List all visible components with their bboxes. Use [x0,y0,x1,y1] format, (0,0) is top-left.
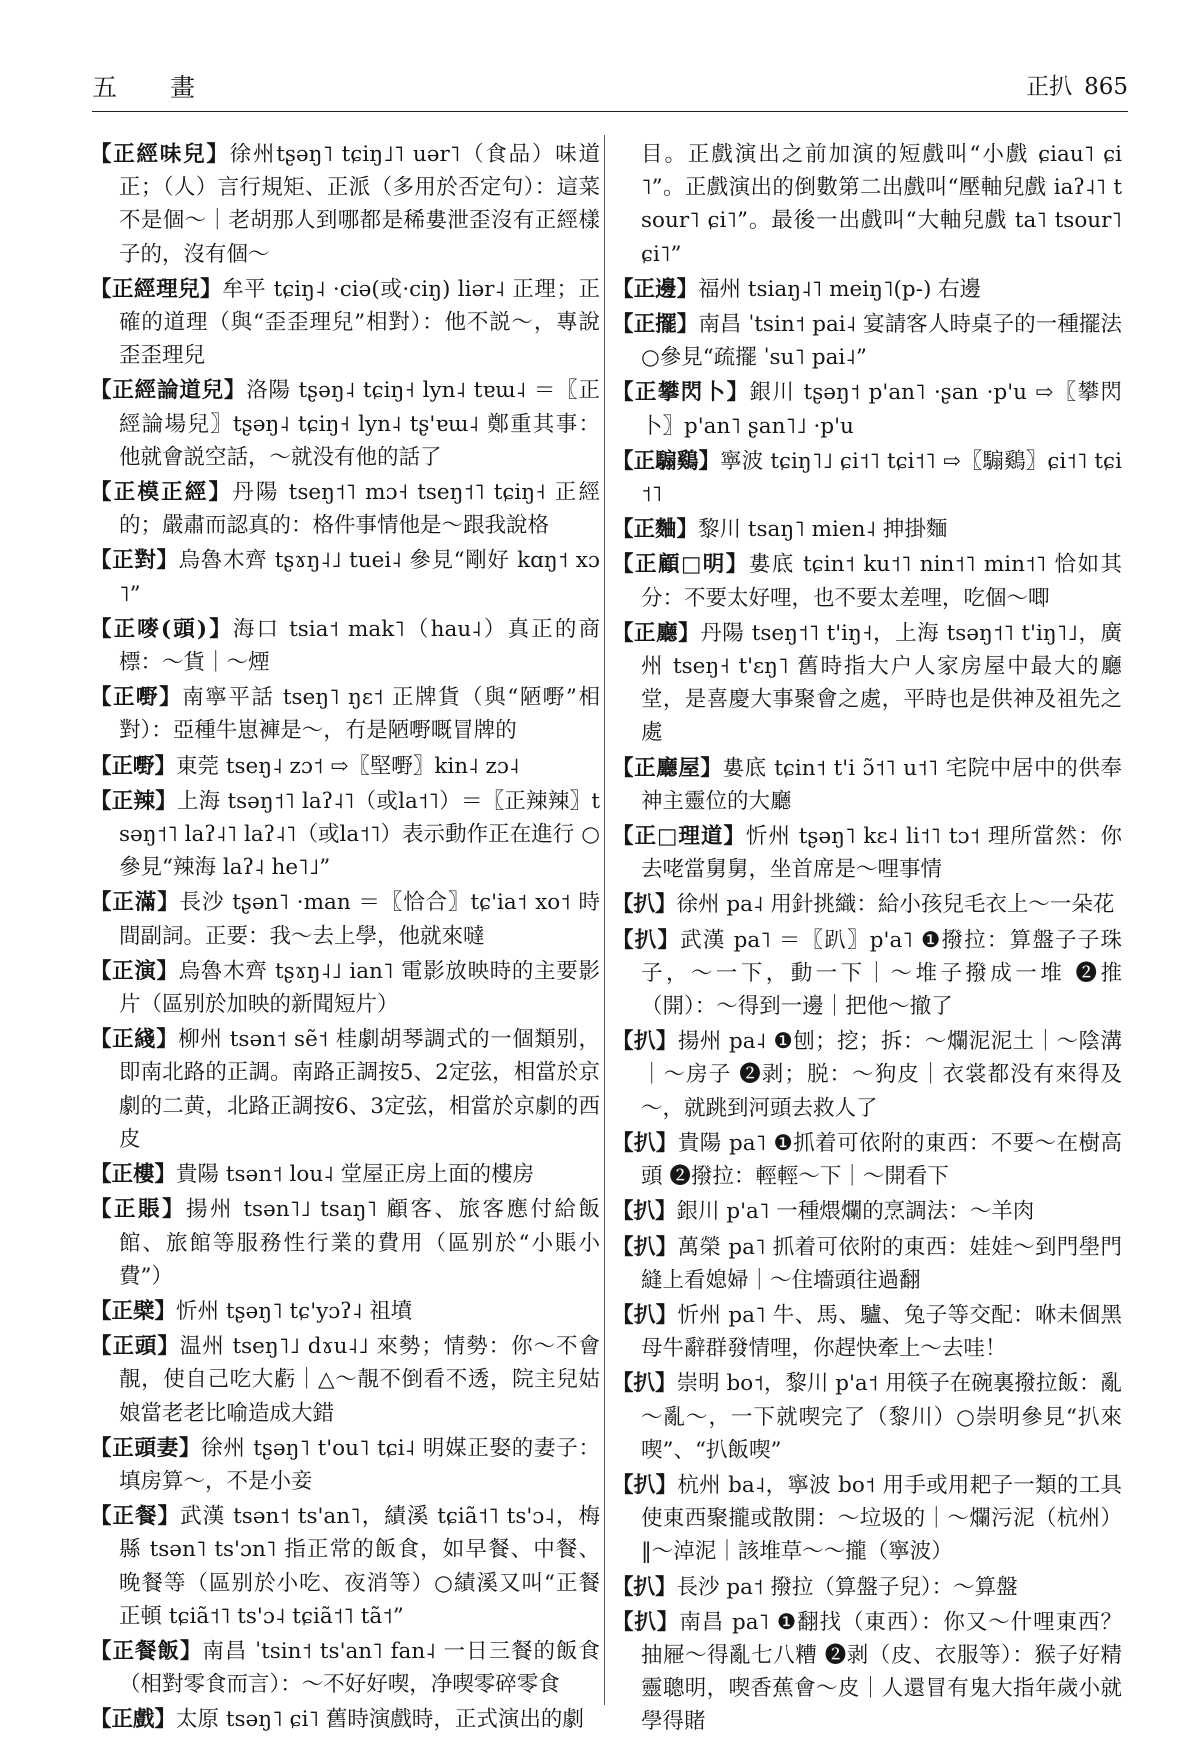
entry-headword: 【正滿】 [90,890,180,916]
entry-headword: 【扒】 [612,1130,678,1156]
dictionary-entry [90,273,600,373]
entry-definition: 福州 tsiaŋ˨˥ meiŋ˥(p-) 右邊 [698,276,982,302]
entry-headword: 【扒】 [612,1371,677,1397]
entry-headword: 【扒】 [612,892,677,918]
entry-headword: 【正嘜(頭)】 [90,616,233,642]
entry-definition: 洛陽 tʂəŋ˨ tɕiŋ˧ lyn˨ tɐɯ˨ ＝〖正經論場兒〗tʂəŋ˨ tɕiŋ˧ lyn˨ tʂ'ɐɯ˨ 鄭重其事：他就會説空話，～就没有他的話了 [119,378,600,470]
entry-definition: 太原 tsəŋ˥ ɕi˥ 舊時演戲時，正式演出的劇 [176,1707,584,1733]
entry-definition: 徐州tʂəŋ˥ tɕiŋ˩˥ uər˥（食品）味道正；（人）言行規矩、正派（多用於否定句）：這菜不是個～｜老胡那人到哪都是稀婁泄歪沒有正經樣子的，沒有個～ [119,142,600,267]
entry-definition: 忻州 tʂəŋ˥ tɕ'yɔʔ˨ 祖墳 [176,1298,413,1324]
guide-words: 正扒 [1026,74,1073,100]
entry-definition: 銀川 tʂəŋ˦ p'an˥ ·ʂan ·p'u ⇨〖攀閃卜〗p'an˥ ʂan˥˩ ·p'u [641,380,1122,439]
entry-definition: 南寧平話 tseŋ˥ ŋɛ˦ 正牌貨（與“陋嘢”相對）：亞種牛崽褲是～，冇是陋嘢嘅冒牌的 [119,685,600,744]
entry-headword: 【正經味兒】 [90,142,230,167]
dictionary-entry [90,1635,600,1701]
column-divider [604,135,605,1705]
entry-definition: 揚州 pa˨ ❶刨；挖；拆：～爛泥泥土｜～陰溝｜～房子 ❷剥；脱：～狗皮｜衣裳都没有來得及～，就跳到河頭去救人了 [641,1029,1122,1121]
entry-definition: 南昌 ˈtsin˦ ts'an˥ fan˨ 一日三餐的飯食（相對零食而言）：～不好好喫，净喫零碎零食 [119,1638,600,1698]
entry-headword: 【正餐】 [90,1504,181,1530]
entry-definition: 婁底 tɕin˦ t'i ɔ̃˦˥ u˦˥ 宅院中居中的供奉神主靈位的大廳 [641,755,1122,814]
entry-definition: 徐州 tʂəŋ˥ t'ou˥ tɕi˨ 明媒正娶的妻子：填房算～，不是小妾 [119,1435,600,1494]
entry-definition: 東莞 tseŋ˨ zɔ˦ ⇨〖堅嘢〗kin˨ zɔ˨ [176,753,520,779]
entry-headword: 【正攀閃卜】 [612,380,750,406]
dictionary-entry [90,138,600,271]
dictionary-entry [612,1231,1122,1297]
entry-headword: 【正廳】 [612,620,701,646]
right-column [612,138,1122,1741]
entry-definition: 武漢 pa˥ ＝〖趴〗p'a˥ ❶撥拉：算盤子子珠子，～一下，動一下｜～堆子撥成一堆 ❷推（開）：～得到一邊｜把他～撤了 [641,927,1122,1020]
dictionary-entry [90,613,600,679]
page-number: 865 [1084,74,1128,100]
dictionary-entry [90,785,600,885]
dictionary-entry [612,376,1122,442]
entry-definition: 牟平 tɕiŋ˨ ·ciə(或·ciŋ) liər˨ 正理；正確的道理（與“歪歪理兒”相對）：他不説～，專說歪歪理兒 [119,276,600,369]
dictionary-entry [612,308,1122,374]
entry-definition: 温州 tseŋ˥˩ dɤu˨˩ 來勢；情勢：你～不會靚，使自己吃大虧｜△～靚不倒看不透，院主兒姑娘當老老比喻造成大錯 [119,1334,600,1426]
dictionary-entry [612,1469,1122,1569]
entry-definition: 寧波 tɕiŋ˥˩ ɕi˦˥ tɕi˦˥ ⇨〖騸鷄〗ɕi˦˥ tɕi˦˥ [641,448,1122,508]
dictionary-entry [90,1500,600,1633]
dictionary-entry [612,617,1122,750]
entry-headword: 【正模正經】 [90,480,233,506]
dictionary-entry [90,886,600,952]
section-title: 五 畫 [92,73,210,102]
entry-definition: 烏魯木齊 tʂɤŋ˨˩ ian˥ 電影放映時的主要影片（區别於加映的新聞短片） [119,958,600,1018]
entry-definition: 柳州 tsən˦ sẽ˦ 桂劇胡琴調式的一個類别，即南北路的正調。南路正調按5、2定弦，相當於京劇的二黄，北路正調按6、3定弦，相當於京劇的西皮 [119,1027,600,1152]
dictionary-entry [90,1023,600,1156]
entry-definition: 海口 tsia˦ mak˥（hau˨）真正的商標：～貨｜～煙 [119,616,600,676]
entry-definition: 婁底 tɕin˦ ku˦˥ nin˦˥ min˦˥ 恰如其分：不要太好哩，也不要太差哩，吃個～唧 [641,552,1122,611]
entry-definition: 丹陽 tseŋ˦˥ mɔ˧ tseŋ˦˥ tɕiŋ˧ 正經的；嚴肅而認真的：格件事情他是～跟我說格 [119,480,600,539]
dictionary-entry [90,955,600,1021]
entry-definition: 揚州 tsən˥˩ tsaŋ˥ 顧客、旅客應付給飯館、旅館等服務性行業的費用（區别於“小賬小費”） [119,1197,600,1289]
entry-definition: 上海 tsəŋ˦˥ laʔ˨˥（或la˦˥）＝〖正辣辣〗tsəŋ˦˥ laʔ˨˥ laʔ˨˥（或la˦˥）表示動作正在進行 ○參見“辣海 laʔ˨ he˥˩” [119,788,600,881]
entry-headword: 【正綫】 [90,1027,179,1053]
entry-definition: 忻州 tʂəŋ˥ kɛ˨ li˦˥ tɔ˦ 理所當然：你去咾當舅舅，坐首席是～哩事情 [641,824,1122,883]
header-rule [92,111,1128,112]
entry-headword: 【扒】 [612,927,681,953]
entry-definition: 銀川 p'a˥ 一種煨爛的烹調法：～羊肉 [676,1199,1035,1225]
dictionary-entry [612,888,1122,921]
dictionary-entry [90,681,600,747]
entry-definition: 杭州 ba˨，寧波 bo˦ 用手或用耙子一類的工具使東西聚攏或散開：～垃圾的｜～爛污泥（杭州）‖～淖泥｜該堆草～～攏（寧波） [641,1472,1122,1565]
entry-definition: 長沙 tʂən˥ ·man ＝〖恰合〗tɕ'ia˦ xo˦ 時間副詞。正要：我～去上學，他就來噠 [119,890,600,949]
dictionary-entry [612,1127,1122,1193]
entry-headword: 【正嘢】 [90,753,177,779]
entry-definition: 烏魯木齊 tʂɤŋ˨˩ tuei˨ 參見“剛好 kɑŋ˦ xɔ˥” [119,548,600,607]
entry-headword: 【扒】 [612,1199,677,1225]
entry-headword: 【正對】 [90,548,179,574]
entry-definition: 萬榮 pa˥ 抓着可依附的東西：娃娃～到門壆門縫上看媳婦｜～住墻頭往過翻 [641,1234,1122,1293]
entry-definition: 貴陽 pa˥ ❶抓着可依附的東西：不要～在樹高頭 ❷撥拉：輕輕～下｜～開看下 [641,1130,1122,1190]
dictionary-entry [90,1330,600,1430]
dictionary-entry [612,1195,1122,1228]
page-header [92,68,1128,110]
entry-headword: 【正邊】 [612,276,699,302]
entry-headword: 【正頭妻】 [90,1435,202,1461]
dictionary-entry [612,273,1122,306]
dictionary-entry [612,1025,1122,1125]
entry-headword: 【扒】 [612,1302,678,1328]
dictionary-entry [612,1606,1122,1739]
entry-definition: 徐州 pa˨ 用針挑織：給小孩兒毛衣上～一朵花 [676,892,1115,918]
entry-definition: 武漢 tsən˦ ts'an˥，績溪 tɕiã˦˥ ts'ɔ˨，梅縣 tsən˥ ts'ɔn˥ 指正常的飯食，如早餐、中餐、晚餐等（區别於小吃、夜消等）○績溪又叫“正餐正頓 tɕiã˦˥ ts'ɔ˨ tɕiã˦˥ tã˦” [119,1504,600,1629]
entry-headword: 【正樓】 [90,1162,177,1188]
entry-headword: 【正餐飯】 [90,1638,203,1664]
entry-headword: 【正騸鷄】 [612,448,721,474]
dictionary-entry [90,750,600,783]
dictionary-entry [90,476,600,542]
running-head [1026,68,1128,101]
entry-headword: 【正頭】 [90,1334,180,1360]
entry-headword: 【正演】 [90,958,179,984]
dictionary-entry [90,1295,600,1328]
dictionary-entry [612,548,1122,614]
entry-headword: 【正戲】 [90,1707,177,1733]
entry-headword: 【扒】 [612,1574,677,1600]
dictionary-entry [90,374,600,474]
dictionary-entry [90,1703,600,1736]
dictionary-entry [90,1432,600,1498]
entry-definition: 長沙 pa˦ 撥拉（算盤子兒）：～算盤 [676,1574,1018,1600]
entry-definition: 崇明 bo˦，黎川 p'a˦ 用筷子在碗裏撥拉飯：亂～亂～，一下就喫完了（黎川）○崇明參見“扒來喫”、“扒飯喫” [641,1371,1122,1463]
entry-definition: 目。正戲演出之前加演的短戲叫“小戲 ɕiau˥ ɕi˥”。正戲演出的倒數第二出戲叫“壓軸兒戲 iaʔ˨˥ tsour˥ ɕi˥”。最後一出戲叫“大軸兒戲 ta˥ tsour˥ ɕi˥” [641,142,1122,267]
dictionary-entry [90,1158,600,1191]
dictionary-entry [612,513,1122,546]
entry-headword: 【正嘢】 [90,685,183,711]
dictionary-entry [612,1571,1122,1604]
entry-headword: 【正辣】 [90,788,177,814]
entry-definition: 黎川 tsaŋ˥ mien˨ 抻掛麵 [698,517,948,543]
entry-headword: 【正經理兒】 [90,276,223,302]
entry-headword: 【正經論道兒】 [90,378,247,404]
dictionary-entry [612,820,1122,886]
entry-definition: 忻州 pa˥ 牛、馬、驢、兔子等交配：咻未個黑母牛辭群發情哩，你趕快牽上～去哇！ [641,1302,1122,1362]
entry-headword: 【扒】 [612,1609,680,1635]
entry-headword: 【扒】 [612,1472,678,1498]
dictionary-entry [612,752,1122,818]
entry-headword: 【正檗】 [90,1298,177,1324]
dictionary-entry [612,138,1122,271]
entry-definition: 丹陽 tseŋ˦˥ t'iŋ˧，上海 tsəŋ˦˥ t'iŋ˥˩，廣州 tseŋ˧ t'ɛŋ˥ 舊時指大户人家房屋中最大的廳堂，是喜慶大事聚會之處，平時也是供神及祖先之處 [641,620,1122,746]
entry-headword: 【正擺】 [612,312,699,338]
entry-definition: 貴陽 tsən˦ lou˨ 堂屋正房上面的樓房 [176,1162,535,1188]
entry-headword: 【扒】 [612,1029,678,1055]
entry-headword: 【正□理道】 [612,824,746,850]
dictionary-entry [90,544,600,610]
entry-headword: 【正顧□明】 [612,552,749,578]
entry-definition: 南昌 pa˥ ❶翻找（東西）：你又～什哩東西？抽屜～得亂七八糟 ❷剥（皮、衣服等）：猴子好精靈聰明，喫香蕉會～皮｜人還冒有鬼大指年歲小就學得賭 [641,1609,1122,1735]
entry-definition: 南昌 ˈtsin˦ pai˨ 宴請客人時桌子的一種擺法 ○參見“疏擺 ˈsu˥ pai˨” [641,312,1122,371]
entry-headword: 【正麯】 [612,517,699,543]
left-column [90,138,600,1739]
dictionary-entry [612,445,1122,511]
dictionary-entry [612,1367,1122,1467]
entry-headword: 【正廳屋】 [612,755,723,781]
entry-headword: 【扒】 [612,1234,678,1260]
dictionary-entry [612,1299,1122,1365]
entry-headword: 【正賬】 [90,1197,187,1223]
dictionary-entry [90,1193,600,1293]
dictionary-entry [612,924,1122,1024]
